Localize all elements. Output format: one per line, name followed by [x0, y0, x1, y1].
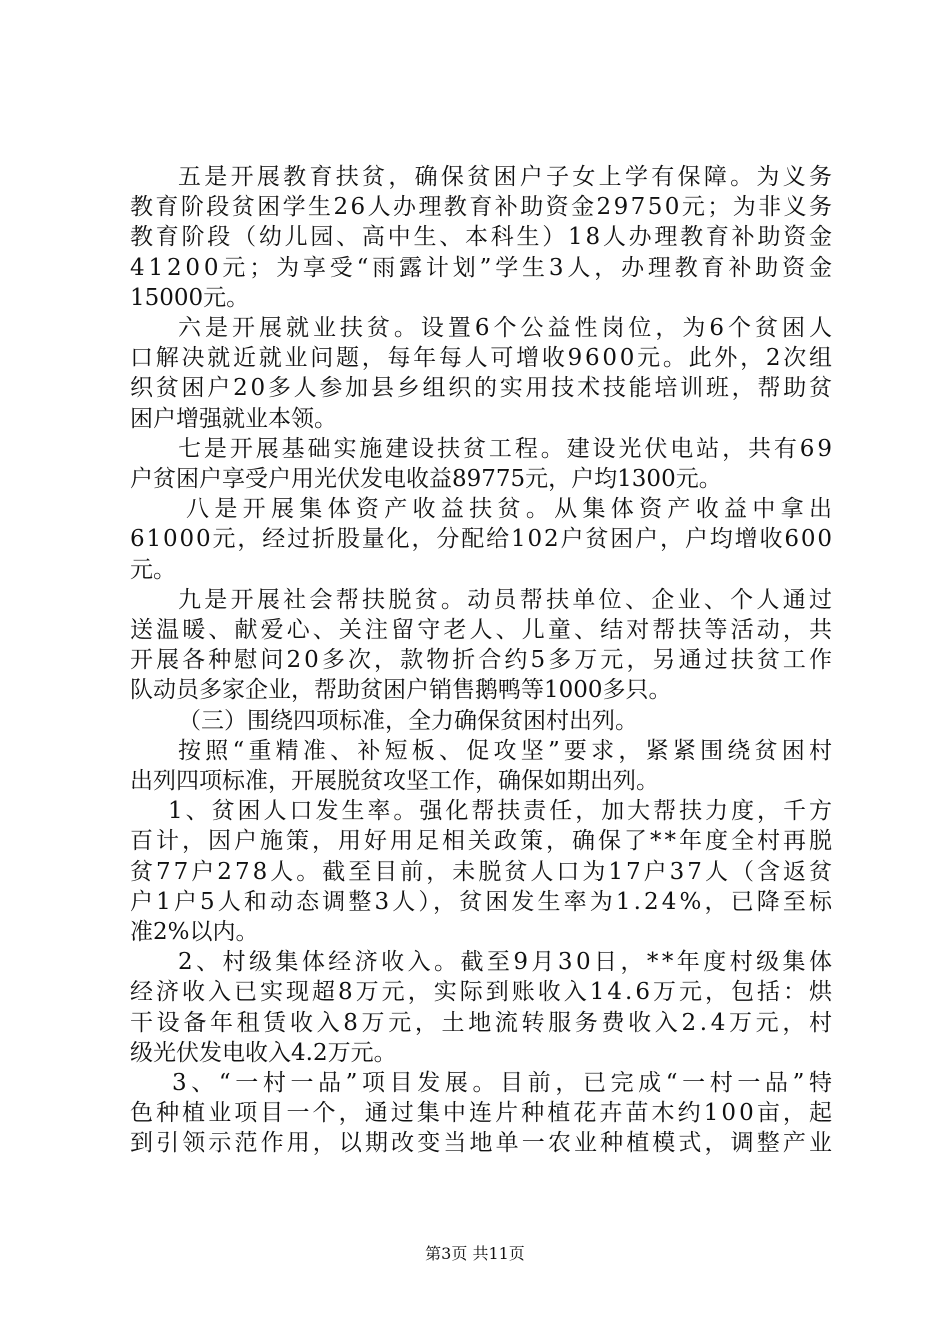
- text-line: 户1户5人和动态调整3人），贫困发生率为1.24%，已降至标: [130, 888, 836, 915]
- text-line: 困户增强就业本领。: [130, 405, 337, 432]
- text-line: 61000元，经过折股量化，分配给102户贫困户，户均增收600: [130, 526, 834, 553]
- text-line: 到引领示范作用，以期改变当地单一农业种植模式，调整产业: [130, 1130, 836, 1157]
- text-line: 出列四项标准，开展脱贫攻坚工作，确保如期出列。: [130, 768, 659, 794]
- text-line: 3、“一村一品”项目发展。目前，已完成“一村一品”特: [172, 1070, 837, 1096]
- text-line: 七是开展基础实施建设扶贫工程。建设光伏电站，共有69: [178, 435, 835, 462]
- text-line: 15000元。: [130, 284, 250, 311]
- text-line: 干设备年租赁收入8万元，土地流转服务费收入2.4万元，村: [130, 1009, 836, 1036]
- text-line: 六是开展就业扶贫。设置6个公益性岗位，为6个贫困人: [178, 315, 836, 341]
- text-line: 五是开展教育扶贫，确保贫困户子女上学有保障。为义务: [178, 164, 836, 190]
- text-line: 送温暖、献爱心、关注留守老人、儿童、结对帮扶等活动，共: [130, 617, 836, 643]
- text-line: 贫77户278人。截至目前，未脱贫人口为17户37人（含返贫: [130, 858, 836, 885]
- text-line: 教育阶段（幼儿园、高中生、本科生）18人办理教育补助资金: [130, 224, 835, 251]
- text-line: 八是开展集体资产收益扶贫。从集体资产收益中拿出: [186, 496, 838, 523]
- text-line: 百计，因户施策，用好用足相关政策，确保了**年度全村再脱: [130, 828, 835, 855]
- text-line: 按照“重精准、补短板、促攻坚”要求，紧紧围绕贫困村: [178, 737, 837, 764]
- text-line: 1、贫困人口发生率。强化帮扶责任，加大帮扶力度，千方: [168, 798, 835, 825]
- text-line: 户贫困户享受户用光伏发电收益89775元，户均1300元。: [130, 466, 722, 492]
- text-line: 准2%以内。: [130, 919, 259, 945]
- page-number-footer: 第3页 共11页: [425, 1244, 525, 1263]
- text-line: 经济收入已实现超8万元，实际到账收入14.6万元，包括：烘: [130, 979, 835, 1006]
- text-line: 级光伏发电收入4.2万元。: [130, 1039, 397, 1066]
- text-line: 开展各种慰问20多次，款物折合约5多万元，另通过扶贫工作: [130, 647, 836, 674]
- text-line: 织贫困户20多人参加县乡组织的实用技术技能培训班，帮助贫: [130, 375, 835, 402]
- text-line: 队动员多家企业，帮助贫困户销售鹅鸭等1000多只。: [130, 677, 672, 704]
- text-line: 教育阶段贫困学生26人办理教育补助资金29750元；为非义务: [130, 194, 835, 221]
- section-heading: （三）围绕四项标准，全力确保贫困村出列。: [178, 707, 638, 734]
- text-line: 41200元；为享受“雨露计划”学生3人，办理教育补助资金: [130, 254, 836, 281]
- text-line: 2、村级集体经济收入。截至9月30日，**年度村级集体: [178, 949, 836, 976]
- text-line: 元。: [130, 556, 176, 583]
- text-line: 色种植业项目一个，通过集中连片种植花卉苗木约100亩，起: [130, 1100, 836, 1127]
- text-line: 九是开展社会帮扶脱贫。动员帮扶单位、企业、个人通过: [178, 586, 836, 613]
- text-line: 口解决就近就业问题，每年每人可增收9600元。此外，2次组: [130, 345, 835, 372]
